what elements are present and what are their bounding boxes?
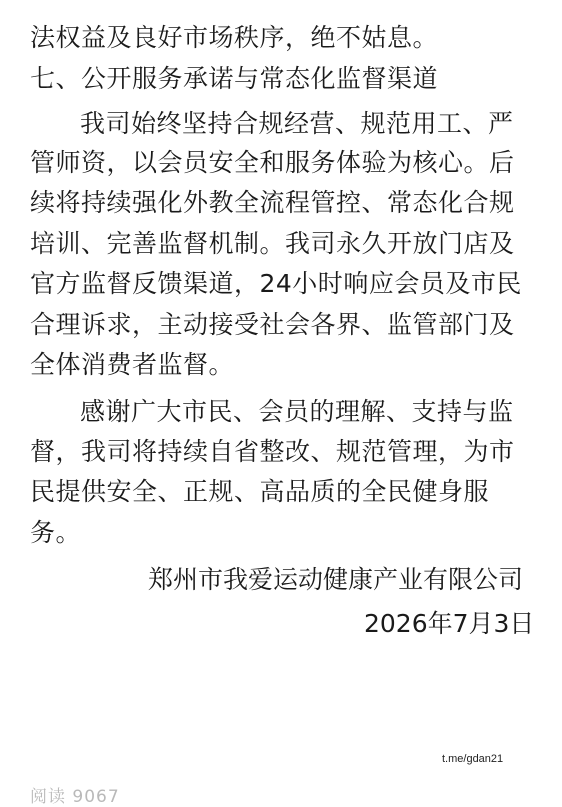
text-line: 全体消费者监督。 [30,350,235,379]
text-line: 法权益及良好市场秩序，绝不姑息。 [30,23,439,52]
text-line: 感谢广大市民、会员的理解、支持与监 [80,397,514,426]
text-line: 我司始终坚持合规经营、规范用工、严 [80,109,514,138]
text-line: 管师资，以会员安全和服务体验为核心。后 [30,148,515,177]
section-heading: 七、公开服务承诺与常态化监督渠道 [30,64,439,93]
text-line: 官方监督反馈渠道，24小时响应会员及市民 [30,269,522,298]
signature-date: 2026年7月3日 [364,609,535,638]
text-line: 合理诉求，主动接受社会各界、监管部门及 [30,310,515,339]
text-line: 民提供安全、正规、高品质的全民健身服 [30,477,490,506]
text-line: 培训、完善监督机制。我司永久开放门店及 [30,229,515,258]
read-count: 阅读 9067 [30,787,120,807]
text-line: 务。 [30,518,82,547]
company-signature: 郑州市我爱运动健康产业有限公司 [148,565,524,594]
watermark-link: t.me/gdan21 [442,753,504,765]
text-line: 督，我司将持续自省整改、规范管理，为市 [30,437,515,466]
text-line: 续将持续强化外教全流程管控、常态化合规 [30,188,515,217]
